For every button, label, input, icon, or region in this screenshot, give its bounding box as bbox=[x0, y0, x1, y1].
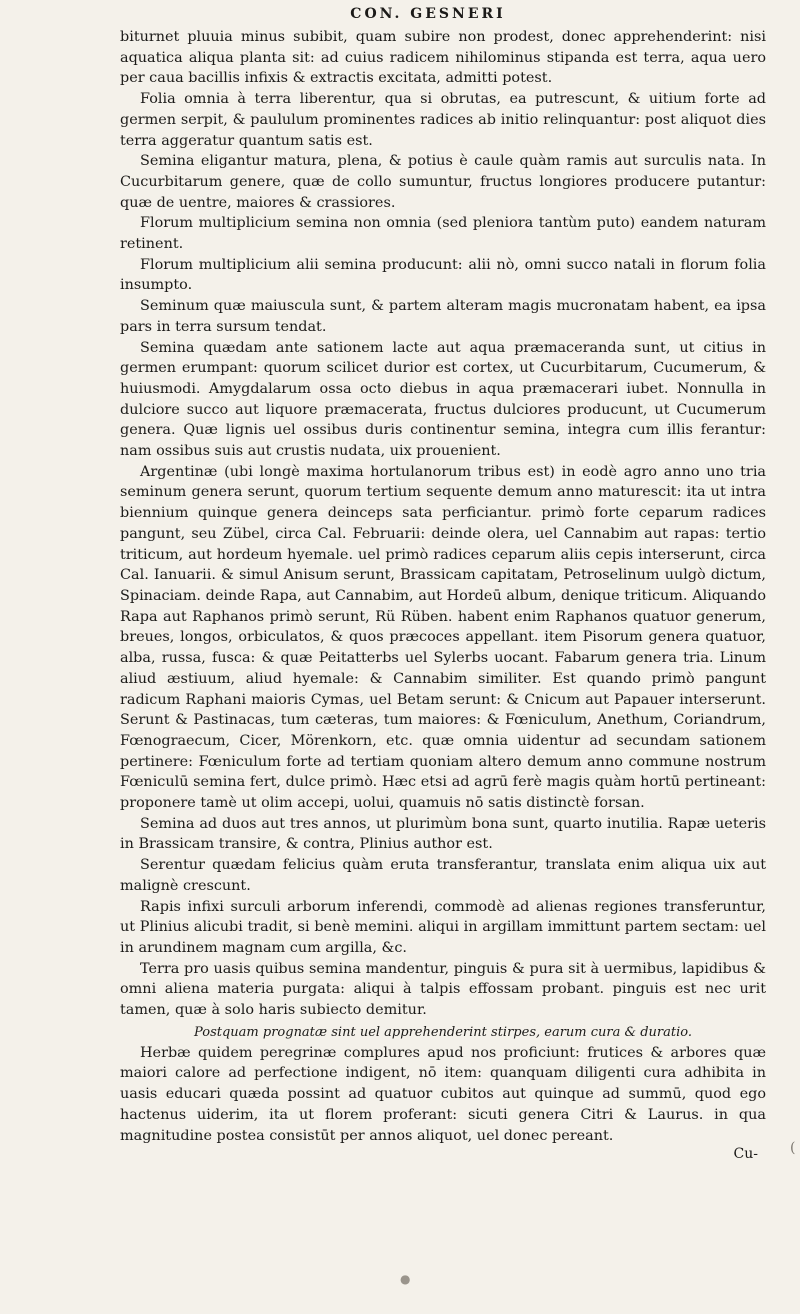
paragraph-6: Seminum quæ maiuscula sunt, & partem alteram magis mucronatam habent, ea ipsa pars in terra sursum tendat. bbox=[120, 298, 766, 335]
running-head: CON. GESNERI bbox=[350, 6, 506, 22]
body-text bbox=[120, 27, 766, 1165]
margin-mark: ( bbox=[790, 1140, 796, 1156]
paragraph-2: Folia omnia à terra liberentur, qua si obrutas, ea putrescunt, & uitium forte ad germen serpit, & paululum prominentes radices ab initio relinquantur: post aliquot dies terra aggeratur quantum satis est. bbox=[120, 91, 766, 149]
paragraph-1: biturnet pluuia minus subibit, quam subire non prodest, donec apprehenderint: nisi aquatica aliqua planta sit: ad cuius radicem nihilominus stipanda est terra, aqua uero per caua bacillis infixis & extractis excitata, admitti potest. bbox=[120, 29, 766, 87]
page-mark-dot: ● bbox=[400, 1272, 411, 1286]
paragraph-8: Argentinæ (ubi longè maxima hortulanorum tribus est) in eodè agro anno uno tria seminum genera serunt, quorum tertium sequente demum anno maturescit: ita ut intra biennium quinque genera deinceps sata perficiantur. primò forte ceparum radices pangunt, seu Zübel, circa Cal. Februarii: deinde olera, uel Cannabim aut rapas: tertio triticum, aut hordeum hyemale. uel primò radices ceparum aliis cepis interserunt, circa Cal. Ianuarii. & simul Anisum serunt, Brassicam capitatam, Petroselinum uulgò dictum, Spinaciam. deinde Rapa, aut Cannabim, aut Hordeū album, denique triticum. Aliquando Rapa aut Raphanos primò serunt, Rü Rüben. habent enim Raphanos quatuor generum, breues, longos, orbiculatos, & quos præcoces appellant. item Pisorum genera quatuor, alba, russa, fusca: & quæ Peitatterbs uel Sylerbs uocant. Fabarum genera tria. Linum aliud æstiuum, aliud hyemale: & Cannabim similiter. Est quando primò pangunt radicum Raphani maioris Cymas, uel Betam serunt: & Cnicum aut Papauer interserunt. Serunt & Pastinacas, tum cæteras, tum maiores: & Fœniculum, Anethum, Coriandrum, Fœnograecum, Cicer, Mörenkorn, etc. quæ omnia uidentur ad secundam sationem pertinere: Fœniculum forte ad tertiam quoniam altero demum anno commune nostrum Fœniculū semina fert, dulce primò. Hæc etsi ad agrū ferè magis quàm hortū pertineant: proponere tamè ut olim accepi, uolui, quamuis nō satis distinctè forsan. bbox=[120, 463, 766, 812]
paragraph-12: Terra pro uasis quibus semina mandentur, pinguis & pura sit à uermibus, lapidibus & omni aliena materia purgata: aliqui à talpis effossam probant. pinguis est nec urit tamen, quæ à solo haris subiecto demitur. bbox=[120, 960, 766, 1019]
section-heading: Postquam prognatæ sint uel apprehenderint stirpes, earum cura & duratio. bbox=[194, 1024, 692, 1040]
paragraph-3: Semina eligantur matura, plena, & potius è caule quàm ramis aut surculis nata. In Cucurbitarum genere, quæ de collo sumuntur, fructus longiores producere putantur: quæ de uentre, maiores & crassiores. bbox=[120, 153, 766, 211]
catchword: Cu- bbox=[733, 1146, 758, 1163]
paragraph-5: Florum multiplicium alii semina producunt: alii nò, omni succo natali in florum folia insumpto. bbox=[120, 256, 766, 294]
paragraph-9: Semina ad duos aut tres annos, ut plurimùm bona sunt, quarto inutilia. Rapæ ueteris in Brassicam transire, & contra, Plinius author est. bbox=[120, 815, 766, 853]
paragraph-10: Serentur quædam felicius quàm eruta transferantur, translata enim aliqua uix aut malignè crescunt. bbox=[120, 857, 766, 894]
paragraph-7: Semina quædam ante sationem lacte aut aqua præmaceranda sunt, ut citius in germen erumpant: quorum scilicet durior est cortex, ut Cucurbitarum, Cucumerum, & huiusmodi. Amygdalarum ossa octo diebus in aqua præmacerari iubet. Nonnulla in dulciore succo aut liquore præmacerata, fructus dulciores producunt, ut Cucumerum genera. Quæ lignis uel ossibus duris continentur semina, integra cum illis ferantur: nam ossibus suis aut crustis nudata, uix prouenient. bbox=[120, 339, 766, 460]
paragraph-4: Florum multiplicium semina non omnia (sed pleniora tantùm puto) eandem naturam retinent. bbox=[120, 215, 766, 253]
paragraph-11: Rapis infixi surculi arborum inferendi, commodè ad alienas regiones transferuntur, ut Plinius alicubi tradit, si benè memini. aliqui in argillam immittunt partem sectam: uel in arundinem magnam cum argilla, &c. bbox=[120, 898, 766, 956]
paragraph-final: Herbæ quidem peregrinæ complures apud nos proficiunt: frutices & arbores quæ maiori calore ad perfectione indigent, nō item: quanquam diligenti cura adhibita in uasis educari quæda possint ad quatuor cubitos aut quinque ad summū, quod ego hactenus uiderim, ita ut florem proferant: sicuti genera Citri & Laurus. in qua magnitudine postea consistūt per annos aliquot, uel donec pereant. bbox=[120, 1044, 766, 1144]
